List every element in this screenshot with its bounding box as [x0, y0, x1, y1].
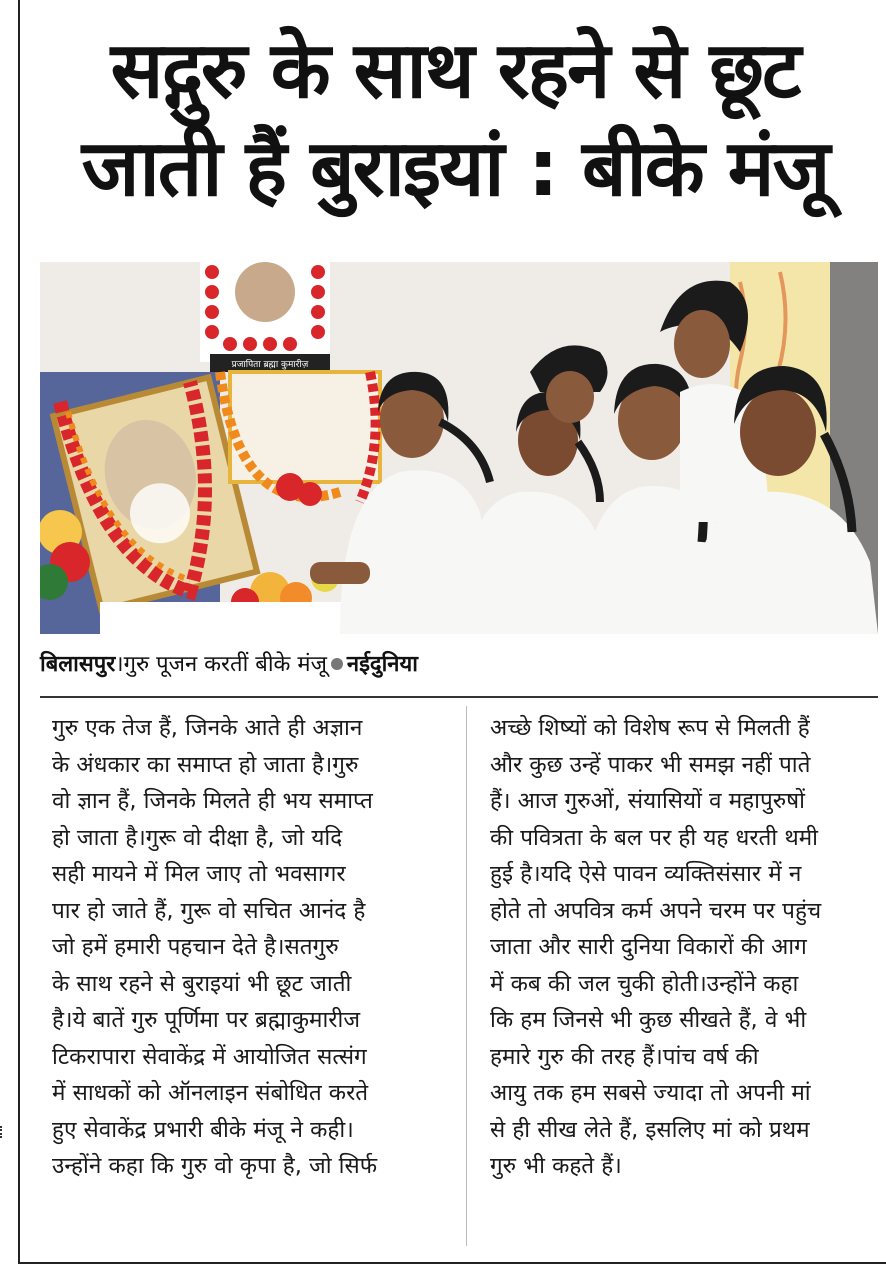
caption-text: ।गुरु पूजन करतीं बीके मंजू [115, 652, 327, 677]
body-line: के साथ रहने से बुराइयां भी छूट जाती [52, 970, 352, 997]
headline-line-2: जाती हैं बुराइयां : बीके मंजू [81, 124, 829, 214]
body-line: सही मायने में मिल जाए तो भवसागर [52, 861, 346, 887]
body-line: में कब की जल चुकी होती।उन्होंने कहा [490, 970, 799, 997]
puja-scene-illustration [40, 262, 878, 634]
column-divider [466, 706, 467, 1246]
body-line: की पवित्रता के बल पर ही यह धरती थमी [490, 824, 819, 851]
body-line: गुरु भी कहते हैं। [490, 1153, 622, 1179]
body-line: हो जाता है।गुरू वो दीक्षा है, जो यदि [52, 824, 343, 851]
caption-place: बिलासपुर [40, 652, 116, 677]
headline-line-1: सद्गुरु के साथ रहने से छूट [110, 26, 800, 116]
body-line: होते तो अपवित्र कर्म अपने चरम पर पहुंच [490, 897, 822, 924]
caption-rule [40, 696, 878, 698]
body-line: कि हम जिनसे भी कुछ सीखते हैं, वे भी [490, 1007, 807, 1033]
body-line: हुई है।यदि ऐसे पावन व्यक्तिसंसार में न [490, 861, 802, 887]
bottom-rule [18, 1262, 886, 1264]
body-line: अच्छे शिष्यों को विशेष रूप से मिलती हैं [490, 715, 810, 741]
left-column-rule [18, 0, 20, 1262]
body-line: टिकरापारा सेवाकेंद्र में आयोजित सत्संग [52, 1043, 367, 1070]
body-line: हैं। आज गुरुओं, संयासियों व महापुरुषों [490, 788, 806, 814]
news-photo [40, 262, 878, 634]
body-line: वो ज्ञान हैं, जिनके मिलते ही भय समाप्त [52, 788, 373, 814]
photo-caption [40, 648, 418, 678]
body-line: और कुछ उन्हें पाकर भी समझ नहीं पाते [490, 751, 811, 778]
body-line: जो हमें हमारी पहचान देते है।सतगुरु [52, 934, 339, 960]
body-line: गुरु एक तेज हैं, जिनके आते ही अज्ञान [52, 715, 363, 741]
caption-bullet-icon [331, 658, 343, 670]
body-line: हमारे गुरु की तरह हैं।पांच वर्ष की [490, 1043, 759, 1070]
body-line: पार हो जाते हैं, गुरू वो सचित आनंद है [52, 897, 366, 924]
caption-source: नईदुनिया [346, 652, 418, 677]
portrait-label: प्रजापिता ब्रह्मा कुमारीज़ [231, 360, 309, 370]
body-line: आयु तक हम सबसे ज्यादा तो अपनी मां [490, 1080, 811, 1106]
article-column-left [52, 710, 447, 1185]
headline [30, 22, 880, 218]
body-line: जाता और सारी दुनिया विकारों की आग [490, 934, 807, 960]
body-line: उन्होंने कहा कि गुरु वो कृपा है, जो सिर्फ [52, 1153, 378, 1179]
article-column-right [490, 710, 875, 1185]
body-line: में साधकों को ऑनलाइन संबोधित करते [52, 1080, 369, 1106]
body-line: हुए सेवाकेंद्र प्रभारी बीके मंजू ने कही। [52, 1116, 354, 1143]
body-line: से ही सीख लेते हैं, इसलिए मां को प्रथम [490, 1116, 810, 1143]
body-line: है।ये बातें गुरु पूर्णिमा पर ब्रह्माकुमारीज [52, 1007, 361, 1033]
body-line: के अंधकार का समाप्त हो जाता है।गुरु [52, 751, 359, 778]
page-edge-mark [0, 1126, 8, 1138]
